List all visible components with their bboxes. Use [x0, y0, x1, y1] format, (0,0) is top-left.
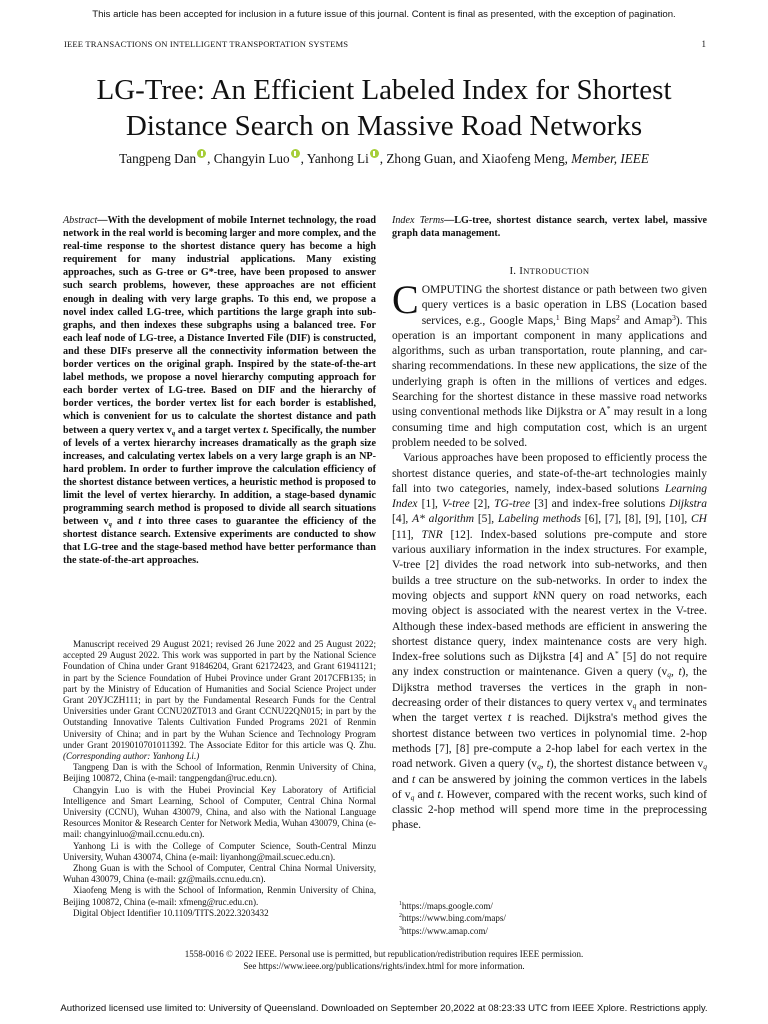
- abstract-label: Abstract: [63, 215, 98, 226]
- note-author-meng: Xiaofeng Meng is with the School of Information, Renmin University of China, Beijing 100872, China (e-mail: xfmeng@ruc.edu.cn).: [63, 885, 376, 907]
- author-notes: [63, 639, 376, 919]
- paper-title: [0, 72, 768, 144]
- footnote-2[interactable]: $^2$https://www.bing.com/maps/: [399, 913, 506, 924]
- note-author-luo: Changyin Luo is with the Hubei Provincial Key Laboratory of Artificial Intelligence and Smart Learning, School of Computer, Central China Normal University (CCNU), Wuhan 430079, China, and also with the National Language Resources Monitor & Research Center for Network Media, Wuhan 430079, China (e-mail: changyinluo@mail.ccnu.edu.cn).: [63, 784, 376, 840]
- introduction-body: [392, 277, 708, 834]
- orcid-icon[interactable]: [291, 149, 300, 158]
- footnote-1[interactable]: $^1$https://maps.google.com/: [399, 901, 493, 911]
- section-heading: I. INTRODUCTION: [509, 265, 590, 277]
- acceptance-notice: This article has been accepted for inclusion in a future issue of this journal. Content is final as presented, with the exception of pagination.: [92, 9, 676, 20]
- member-ieee: Member, IEEE: [571, 151, 649, 166]
- note-doi[interactable]: Digital Object Identifier 10.1109/TITS.2022.3203432: [73, 907, 269, 918]
- index-terms: Index Terms—LG-tree, shortest distance search, vertex label, massive graph data management.: [392, 215, 707, 240]
- license-footer: Authorized licensed use limited to: University of Queensland. Downloaded on September 20,2022 at 08:23:33 UTC from IEEE Xplore. Restrictions apply.: [60, 1003, 708, 1014]
- orcid-icon[interactable]: [370, 149, 379, 158]
- author-luo: Changyin Luo: [213, 151, 290, 166]
- note-author-guan: Zhong Guan is with the School of Computer, Central China Normal University, Wuhan 430079, China (e-mail: gz@mails.ccnu.edu.cn).: [63, 863, 376, 885]
- copyright-notice: [0, 948, 768, 972]
- title-line-1: LG-Tree: An Efficient Labeled Index for Shortest: [96, 74, 672, 106]
- note-author-li: Yanhong Li is with the College of Computer Science, South-Central Minzu University, Wuhan 430074, China (e-mail: liyanhong@mail.scuec.edu.cn).: [63, 840, 376, 862]
- footnotes: [399, 900, 719, 937]
- abstract: Abstract—With the development of mobile Internet technology, the road network in the real world is becoming larger and more complex, and the real-time response to the shortest distance query has become a high requirement for many industrial applications. Many existing approaches, such as G-tree or G*-tree, have been proposed to answer such search problems, however, these approaches are not efficient enough in dealing with very large graphs. To this end, we propose a novel index called LG-tree, which partitions the large graph into sub-graphs, and then indexes these subgraphs using a balanced tree. For each leaf node of LG-tree, a Distance Inverted File (DIF) is constructed, and these DIFs preserve all the connectivity information between the border vertices on the original graph. Inspired by the state-of-the-art label methods, we propose a novel hierarchy computing approach for each border vertex of LG-tree. Based on DIF and the hierarchy of border vertices, the border vertex list for each border is established, which is convenient for us to calculate the shortest distance and path between a query vertex $v_q$ and a target vertex t. Specifically, the number of levels of a vertex hierarchy increases dramatically as the graph size increases, and calculating vertex labels on a very large graph is an NP-hard problem. In order to further improve the calculation efficiency of the shortest distance between vertices, a heuristic method is proposed to limit the level of vertex hierarchy. In addition, a stage-based dynamic programming search method is proposed to divide all search situations between $v_q$ and t into three cases to guarantee the efficiency of the shortest distance search. Extensive experiments are conducted to show that LG-tree and the stage-based method have better performance than the state-of-the-art approaches.: [63, 215, 376, 567]
- page-number: 1: [701, 39, 706, 49]
- intro-paragraph-2: Various approaches have been proposed to efficiently process the shortest distance queries, and state-of-the-art technologies mainly fall into two categories, namely, index-based solutions Learning Index [1], V-tree [2], TG-tree [3] and index-free solutions Dijkstra [4], A* algorithm [5], Labeling methods [6], [7], [8], [9], [10], CH [11], TNR [12]. Index-based solutions pre-compute and store various auxiliary information in the index structures. For example, V-tree [2] divides the road network into sub-networks, and then builds a tree structure on the sub-networks. In order to index the moving objects and support kNN query on road networks, each moving object is associated with the nearest vertex in the V-tree. Although these index-based methods are efficient in answering the shortest distance query, index maintenance costs are very high. Index-free solutions such as Dijkstra [4] and A* [5] do not require any index construction or maintenance. Given a query ($v_q$, t), the Dijkstra method traverses the vertices in the graph in non-decreasing order of their distances to query vertex $v_q$ and terminates when the target vertex t is reached. Dijkstra's method gives the shortest distance between two vertices in polynomial time. 2-hop methods [7], [8] pre-compute a 2-hop label for each vertex in the road network. Given a query ($v_q$, t), the shortest distance between $v_q$ and t can be answered by joining the common vertices in the labels of $v_q$ and t. However, compared with the recent works, such kind of classic 2-hop method will spend more time in the preprocessing phase.: [392, 452, 708, 832]
- index-terms-label: Index Terms: [392, 215, 445, 226]
- author-list: Tangpeng Dan , Changyin Luo , Yanhong Li , Zhong Guan, and Xiaofeng Meng, Member, IEEE: [119, 151, 649, 166]
- author-dan: Tangpeng Dan: [119, 151, 197, 166]
- footnote-3[interactable]: $^3$https://www.amap.com/: [399, 925, 488, 936]
- title-line-2: Distance Search on Massive Road Networks: [125, 110, 643, 142]
- copyright-line-1: 1558-0016 © 2022 IEEE. Personal use is permitted, but republication/redistribution requires IEEE permission.: [184, 949, 584, 959]
- intro-paragraph-1: COMPUTING the shortest distance or path between two given query vertices is a basic operation in LBS (Location based services, e.g., Google Maps,$^1$ Bing Maps$^2$ and Amap$^3$). This operation is an important component in many applications and algorithms, such as urban transportation, route planning, and car-sharing recommendations. In these new applications, the size of the underlying graph is often in the millions of vertices and edges. Searching for the shortest distance in these massive road networks using conventional methods like Dijkstra or A* may result in a long consuming time and high computation cost, which is an urgent problem needed to be solved.: [392, 277, 708, 449]
- journal-running-head: IEEE TRANSACTIONS ON INTELLIGENT TRANSPORTATION SYSTEMS: [64, 39, 349, 49]
- author-li: Yanhong Li: [306, 151, 369, 166]
- drop-cap: C: [392, 277, 419, 322]
- note-author-dan: Tangpeng Dan is with the School of Information, Renmin University of China, Beijing 100872, China (e-mail: tangpengdan@ruc.edu.cn).: [63, 762, 376, 784]
- copyright-line-2[interactable]: See https://www.ieee.org/publications/rights/index.html for more information.: [243, 961, 525, 971]
- orcid-icon[interactable]: [197, 149, 206, 158]
- author-rest: , Zhong Guan, and Xiaofeng Meng,: [379, 151, 572, 166]
- note-manuscript: Manuscript received 29 August 2021; revised 26 June 2022 and 25 August 2022; accepted 29 August 2022. This work was supported in part by the National Science Foundation of China under Grant 91846204, Grant 62172423, and Grant 61941121; in part by the Science Foundation of Hubei Province under Grant 2017CFB135; in part by the Ministry of Education of Humanities and Social Science Project under Grant 20YJCZH111; in part by the Fundamental Research Funds for the Central Universities under Grant CCNU20ZT013 and Grant CCNU22QN015; in part by the Outstanding Innovative Talents Cultivation Funded Programs 2021 of Renmin University of China; and in part by the Wuhan Science and Technology Program under Grant 2019010701011392. The Associate Editor for this article was Q. Zhu. (Corresponding author: Yanhong Li.): [63, 639, 376, 762]
